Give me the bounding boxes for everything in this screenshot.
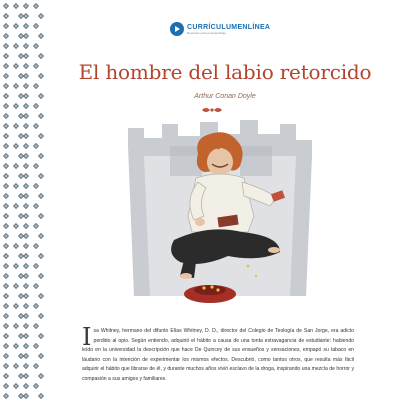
pattern-dot [15, 5, 16, 6]
pattern-dot [35, 385, 36, 386]
pattern-dot [20, 315, 21, 316]
pattern-dot [25, 95, 26, 96]
pattern-dot [15, 65, 16, 66]
pattern-dot [25, 265, 26, 266]
pattern-dot [25, 215, 26, 216]
pattern-dot [5, 395, 6, 396]
pattern-dot [35, 205, 36, 206]
pattern-dot [25, 245, 26, 246]
pattern-dot [5, 5, 6, 6]
pattern-dot [25, 165, 26, 166]
pattern-dot [5, 95, 6, 96]
pattern-dot [35, 345, 36, 346]
pattern-dot [5, 225, 6, 226]
pattern-dot [20, 295, 21, 296]
pattern-dot [35, 65, 36, 66]
pattern-dot [25, 375, 26, 376]
pattern-dot [20, 275, 21, 276]
pattern-dot [25, 295, 26, 296]
logo-text [187, 24, 270, 35]
decorative-border-pattern [0, 0, 50, 400]
pattern-dot [25, 25, 26, 26]
pattern-dot [20, 195, 21, 196]
pattern-dot [25, 305, 26, 306]
pattern-dot [5, 135, 6, 136]
pattern-dot [25, 105, 26, 106]
pattern-dot [5, 205, 6, 206]
pattern-dot [25, 365, 26, 366]
pattern-dot [25, 155, 26, 156]
pattern-dot [35, 5, 36, 6]
pattern-dot [15, 185, 16, 186]
pattern-dot [25, 275, 26, 276]
logo-tagline: Recursos para el aprendizaje [187, 30, 227, 35]
pattern-dot [5, 285, 6, 286]
pattern-dot [35, 45, 36, 46]
pattern-dot [25, 285, 26, 286]
pattern-dot [20, 55, 21, 56]
pattern-dot [5, 185, 6, 186]
pattern-dot [25, 255, 26, 256]
pattern-dot [5, 375, 6, 376]
pattern-dot [15, 125, 16, 126]
pattern-dot [20, 115, 21, 116]
pattern-dot [35, 245, 36, 246]
pattern-dot [25, 5, 26, 6]
flourish-icon [200, 106, 224, 114]
pattern-dot [15, 325, 16, 326]
pattern-dot [15, 225, 16, 226]
pattern-dot [40, 175, 41, 176]
pattern-dot [20, 175, 21, 176]
pattern-dot [35, 325, 36, 326]
pattern-dot [5, 145, 6, 146]
pattern-dot [40, 135, 41, 136]
pattern-dot [25, 225, 26, 226]
pattern-dot [5, 295, 6, 296]
pattern-dot [20, 375, 21, 376]
pattern-dot [40, 55, 41, 56]
pattern-dot [35, 305, 36, 306]
pattern-dot [15, 345, 16, 346]
pattern-dot [25, 55, 26, 56]
pattern-dot [25, 355, 26, 356]
pattern-dot [5, 105, 6, 106]
story-body-text: sa Whitney, hermano del difunto Elías Whitney, D. D., director del Colegio de Teología de San Jorge, era adicto perdido al opio. Según entiendo, adquirió el hábito a causa de una tonta extravagancia de estudiante: habiendo leído en la universidad la descripción que hace De Quincey de sus ensueños y sensaciones, empapó su tabaco en láudano con la intención de experimentar los mismos efectos. Descubrió, como tantos otros, que resulta más fácil adquirir el hábito que librarse de él, y durante muchos años vivió esclavo de la droga, inspirando una mezcla de horror y compasión a sus amigos y familiares. [82, 328, 354, 382]
pattern-dot [15, 45, 16, 46]
pattern-dot [5, 35, 6, 36]
pattern-dot [35, 105, 36, 106]
pattern-dot [15, 25, 16, 26]
story-author: Arthur Conan Doyle [194, 93, 256, 100]
pattern-dot [20, 235, 21, 236]
pattern-dot [20, 135, 21, 136]
pattern-dot [35, 25, 36, 26]
pattern-dot [15, 265, 16, 266]
pattern-dot [25, 65, 26, 66]
pattern-dot [40, 255, 41, 256]
pattern-dot [40, 335, 41, 336]
pattern-dot [20, 35, 21, 36]
pattern-dot [25, 315, 26, 316]
pattern-dot [5, 155, 6, 156]
pattern-dot [20, 355, 21, 356]
pattern-dot [5, 65, 6, 66]
pattern-dot [15, 365, 16, 366]
pattern-dot [25, 75, 26, 76]
pattern-dot [5, 355, 6, 356]
pattern-dot [20, 155, 21, 156]
pattern-dot [5, 125, 6, 126]
pattern-dot [40, 315, 41, 316]
pattern-dot [25, 325, 26, 326]
pattern-dot [20, 95, 21, 96]
pattern-dot [35, 365, 36, 366]
pattern-dot [5, 235, 6, 236]
pattern-dot [25, 135, 26, 136]
pattern-dot [5, 385, 6, 386]
pattern-dot [25, 45, 26, 46]
pattern-dot [25, 185, 26, 186]
story-illustration [110, 116, 330, 316]
play-circle-icon [170, 22, 184, 36]
pattern-dot [5, 85, 6, 86]
pattern-dot [5, 275, 6, 276]
pattern-dot [5, 215, 6, 216]
pattern-dot [20, 215, 21, 216]
pattern-dot [35, 225, 36, 226]
story-title: El hombre del labio retorcido [78, 60, 372, 84]
pattern-dot [35, 265, 36, 266]
pattern-dot [20, 395, 21, 396]
pattern-dot [20, 15, 21, 16]
pattern-dot [5, 365, 6, 366]
pattern-dot [25, 345, 26, 346]
pattern-dot [25, 395, 26, 396]
pattern-dot [5, 45, 6, 46]
pattern-dot [40, 215, 41, 216]
pattern-dot [40, 15, 41, 16]
pattern-dot [15, 85, 16, 86]
pattern-dot [25, 195, 26, 196]
pattern-dot [40, 375, 41, 376]
pattern-dot [15, 245, 16, 246]
pattern-dot [5, 55, 6, 56]
pattern-dot [20, 255, 21, 256]
pattern-dot [40, 155, 41, 156]
pattern-dot [35, 125, 36, 126]
pattern-dot [40, 35, 41, 36]
pattern-dot [5, 75, 6, 76]
pattern-dot [5, 195, 6, 196]
pattern-dot [15, 385, 16, 386]
logo-name: CURRÍCULUMENLÍNEA [187, 23, 271, 31]
pattern-dot [25, 205, 26, 206]
pattern-dot [40, 195, 41, 196]
pattern-dot [5, 165, 6, 166]
pattern-dot [35, 145, 36, 146]
pattern-dot [35, 85, 36, 86]
pattern-dot [5, 115, 6, 116]
pattern-dot [5, 255, 6, 256]
pattern-dot [15, 205, 16, 206]
pattern-dot [25, 115, 26, 116]
pattern-dot [40, 355, 41, 356]
pattern-dot [40, 115, 41, 116]
pattern-dot [40, 295, 41, 296]
pattern-dot [5, 345, 6, 346]
pattern-dot [5, 325, 6, 326]
pattern-dot [40, 95, 41, 96]
story-body [82, 323, 354, 385]
pattern-dot [25, 175, 26, 176]
pattern-dot [35, 185, 36, 186]
pattern-dot [15, 165, 16, 166]
pattern-dot [5, 175, 6, 176]
pattern-dot [5, 315, 6, 316]
pattern-dot [35, 285, 36, 286]
drop-cap: I [82, 323, 92, 351]
pattern-dot [5, 305, 6, 306]
pattern-dot [5, 25, 6, 26]
pattern-dot [15, 105, 16, 106]
pattern-dot [15, 305, 16, 306]
pattern-dot [20, 335, 21, 336]
pattern-dot [5, 335, 6, 336]
pattern-dot [15, 285, 16, 286]
pattern-dot [5, 265, 6, 266]
pattern-dot [15, 145, 16, 146]
pattern-dot [25, 335, 26, 336]
pattern-dot [35, 165, 36, 166]
pattern-dot [40, 275, 41, 276]
pattern-dot [40, 75, 41, 76]
pattern-dot [40, 235, 41, 236]
pattern-dot [25, 85, 26, 86]
pattern-dot [5, 245, 6, 246]
pattern-dot [20, 75, 21, 76]
pattern-dot [25, 235, 26, 236]
pattern-dot [25, 35, 26, 36]
pattern-dot [40, 395, 41, 396]
pattern-dot [25, 15, 26, 16]
site-logo[interactable] [170, 22, 270, 36]
pattern-dot [25, 125, 26, 126]
pattern-dot [25, 145, 26, 146]
pattern-dot [5, 15, 6, 16]
pattern-dot [25, 385, 26, 386]
